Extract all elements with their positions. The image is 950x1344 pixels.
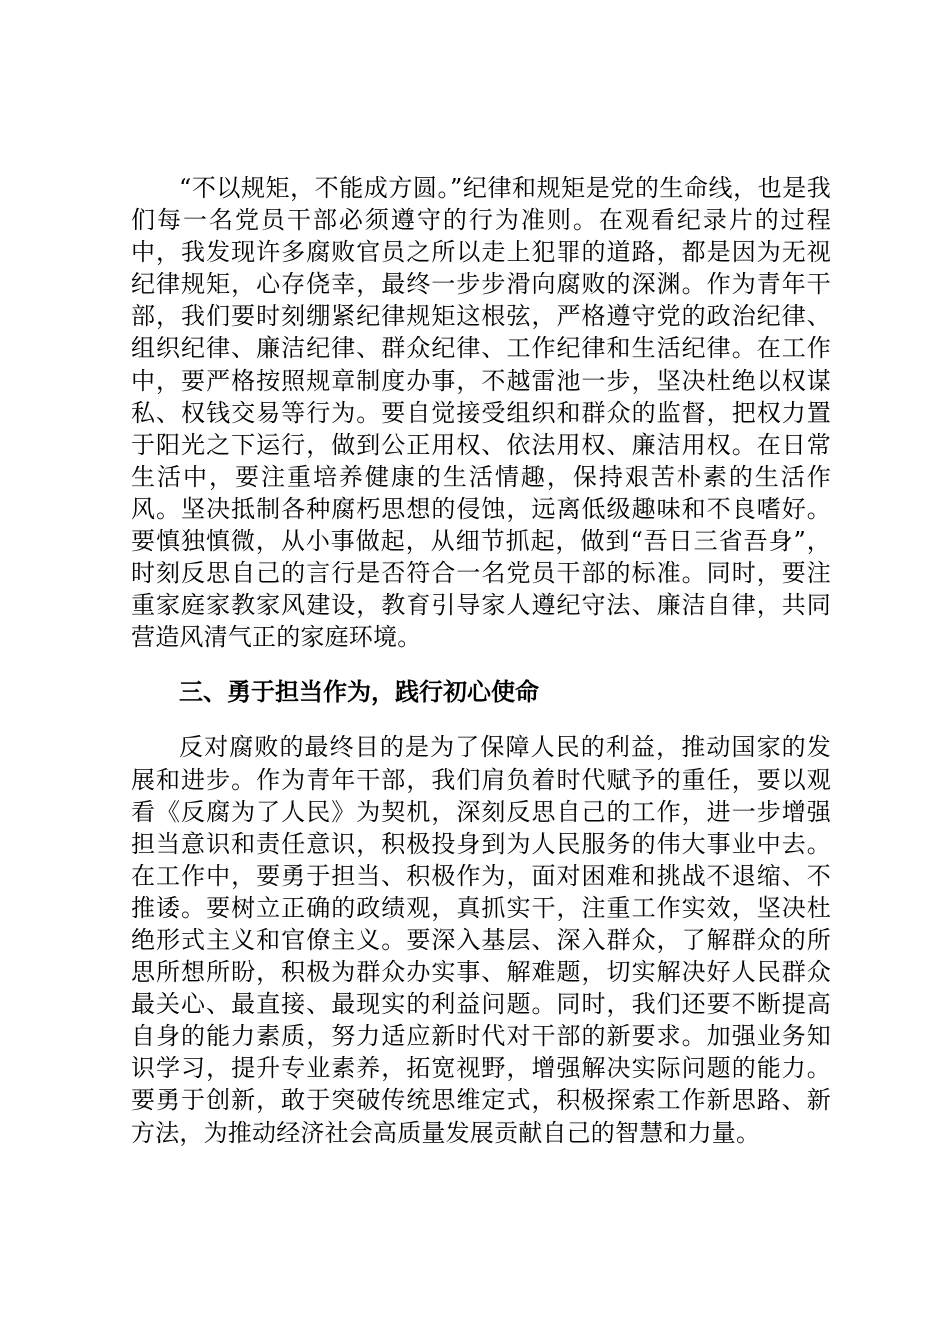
body-paragraph-2: 反对腐败的最终目的是为了保障人民的利益，推动国家的发展和进步。作为青年干部，我们肩负着时代赋予的重任，要以观看《反腐为了人民》为契机，深刻反思自己的工作，进一步增强担当意识和责任意识，积极投身到为人民服务的伟大事业中去。在工作中，要勇于担当、积极作为，面对困难和挑战不退缩、不推诿。要树立正确的政绩观，真抓实干，注重工作实效，坚决杜绝形式主义和官僚主义。要深入基层、深入群众，了解群众的所思所想所盼，积极为群众办实事、解难题，切实解决好人民群众最关心、最直接、最现实的利益问题。同时，我们还要不断提高自身的能力素质，努力适应新时代对干部的新要求。加强业务知识学习，提升专业素养，拓宽视野，增强解决实际问题的能力。要勇于创新，敢于突破传统思维定式，积极探索工作新思路、新方法，为推动经济社会高质量发展贡献自己的智慧和力量。 [131, 733, 831, 1147]
document-body [131, 172, 831, 1149]
body-paragraph-1: “不以规矩，不能成方圆。”纪律和规矩是党的生命线，也是我们每一名党员干部必须遵守的行为准则。在观看纪录片的过程中，我发现许多腐败官员之所以走上犯罪的道路，都是因为无视纪律规矩，心存侥幸，最终一步步滑向腐败的深渊。作为青年干部，我们要时刻绷紧纪律规矩这根弦，严格遵守党的政治纪律、组织纪律、廉洁纪律、群众纪律、工作纪律和生活纪律。在工作中，要严格按照规章制度办事，不越雷池一步，坚决杜绝以权谋私、权钱交易等行为。要自觉接受组织和群众的监督，把权力置于阳光之下运行，做到公正用权、依法用权、廉洁用权。在日常生活中，要注重培养健康的生活情趣，保持艰苦朴素的生活作风。坚决抵制各种腐朽思想的侵蚀，远离低级趣味和不良嗜好。要慎独慎微，从小事做起，从细节抓起，做到“吾日三省吾身”，时刻反思自己的言行是否符合一名党员干部的标准。同时，要注重家庭家教家风建设，教育引导家人遵纪守法、廉洁自律，共同营造风清气正的家庭环境。 [131, 174, 831, 652]
section-heading: 三、勇于担当作为，践行初心使命 [179, 678, 539, 707]
